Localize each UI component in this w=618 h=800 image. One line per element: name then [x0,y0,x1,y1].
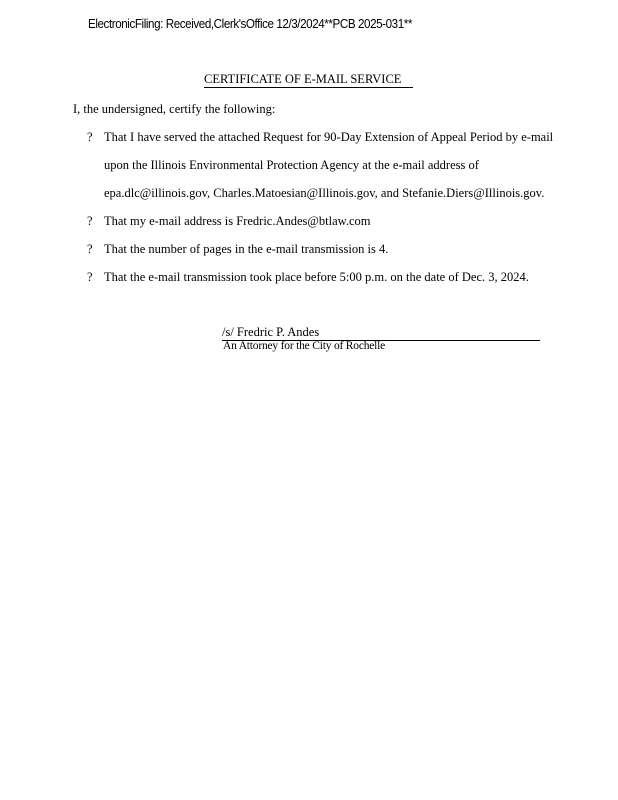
certification-line: That I have served the attached Request for 90-Day Extension of Appeal Period by e-mail [104,130,554,144]
document-title: CERTIFICATE OF E-MAIL SERVICE [204,72,413,88]
bullet-marker: ? [87,242,93,256]
certification-line: upon the Illinois Environmental Protection Agency at the e-mail address of [104,158,479,172]
certification-line: That the number of pages in the e-mail transmission is 4. [104,242,389,256]
bullet-marker: ? [87,270,93,284]
intro-text: I, the undersigned, certify the following: [73,102,276,116]
certification-line: epa.dlc@illinois.gov, Charles.Matoesian@Illinois.gov, and Stefanie.Diers@Illinois.gov. [104,186,545,200]
signature-line: /s/ Fredric P. Andes [222,325,540,341]
bullet-marker: ? [87,214,93,228]
certification-line: That the e-mail transmission took place before 5:00 p.m. on the date of Dec. 3, 2024. [104,270,529,284]
certification-line: That my e-mail address is Fredric.Andes@btlaw.com [104,214,371,228]
signature-role: An Attorney for the City of Rochelle [223,340,386,352]
bullet-marker: ? [87,130,93,144]
filing-stamp-header: ElectronicFiling: Received,Clerk'sOffice 12/3/2024**PCB 2025-031** [88,17,412,31]
